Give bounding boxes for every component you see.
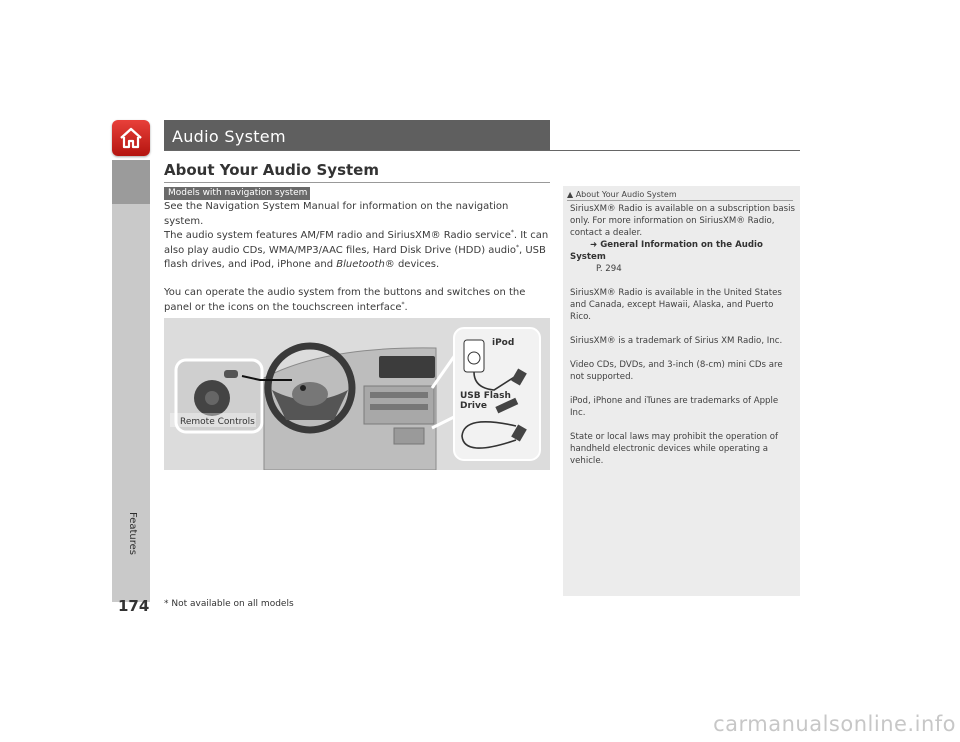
display-screen <box>379 356 435 378</box>
asterisk: * <box>401 300 405 308</box>
note-paragraph: SiriusXM® Radio is available in the United States and Canada, except Hawaii, Alaska, and Puerto Rico. <box>570 288 782 322</box>
paragraph-text: . <box>404 301 408 313</box>
note-header <box>567 190 677 199</box>
paragraph-text: The audio system features AM/FM radio and SiriusXM® Radio service <box>164 230 511 241</box>
sidebar-tab <box>112 160 150 602</box>
note-paragraph: iPod, iPhone and iTunes are trademarks of Apple Inc. <box>570 396 779 418</box>
asterisk: * <box>515 243 519 251</box>
note-body <box>570 203 796 479</box>
asterisk: * <box>510 229 514 236</box>
home-icon <box>112 120 150 156</box>
paragraph-text: See the Navigation System Manual for information on the navigation system. <box>164 201 509 227</box>
page-title: About Your Audio System <box>164 161 379 179</box>
note-text: SiriusXM® Radio is available on a subscription basis only. For more information on SiriusXM® Radio, contact a dealer. <box>570 204 795 238</box>
watermark: carmanualsonline.info <box>713 712 956 736</box>
usb-label-line2: Drive <box>460 401 487 411</box>
note-paragraph: Video CDs, DVDs, and 3-inch (8-cm) mini CDs are not supported. <box>570 360 783 382</box>
footnote: * Not available on all models <box>164 599 294 609</box>
cross-reference-text: General Information on the Audio System <box>570 240 763 262</box>
paragraph-text: , USB flash drives, and iPod, iPhone and <box>164 244 546 270</box>
paragraph-text: . It can also play audio CDs, WMA/MP3/AAC files, Hard Disk Drive (HDD) audio <box>164 230 549 256</box>
note-header-text: About Your Audio System <box>575 190 677 199</box>
note-paragraph: SiriusXM® is a trademark of Sirius XM Radio, Inc. <box>570 336 783 346</box>
ipod-device <box>464 340 484 372</box>
ipod-label: iPod <box>492 338 515 348</box>
section-header <box>164 120 550 150</box>
cross-reference-link[interactable] <box>570 240 763 262</box>
title-divider <box>164 182 550 183</box>
model-badge: Models with navigation system <box>164 187 310 200</box>
arrow-right-icon: ➜ <box>590 240 601 250</box>
page-number: 174 <box>118 597 150 615</box>
note-header-divider <box>567 200 793 201</box>
dashboard-drawing <box>164 318 550 470</box>
note-paragraph: State or local laws may prohibit the operation of handheld electronic devices while operating a vehicle. <box>570 432 779 466</box>
note-paragraph <box>570 203 796 275</box>
paragraph-controls <box>164 286 550 315</box>
note-marker-icon: ▲ <box>567 190 574 199</box>
sidebar-active-marker <box>112 160 150 204</box>
note-panel <box>563 186 800 596</box>
sidebar-tab-label: Features <box>127 512 138 555</box>
paragraph-features <box>164 229 550 273</box>
section-title: Audio System <box>172 127 286 146</box>
paragraph-text: ® devices. <box>384 259 440 270</box>
home-button[interactable] <box>112 120 150 156</box>
paragraph-text: You can operate the audio system from the buttons and switches on the panel or the icons on the touchscreen interface <box>164 287 526 313</box>
dashboard-illustration <box>164 318 550 470</box>
section-divider <box>164 150 800 151</box>
paragraph-navigation <box>164 200 550 229</box>
remote-controls-label: Remote Controls <box>180 417 255 427</box>
cross-reference-page: P. 294 <box>596 264 622 274</box>
bluetooth-text: Bluetooth <box>336 259 385 270</box>
usb-label-line1: USB Flash <box>460 391 511 401</box>
